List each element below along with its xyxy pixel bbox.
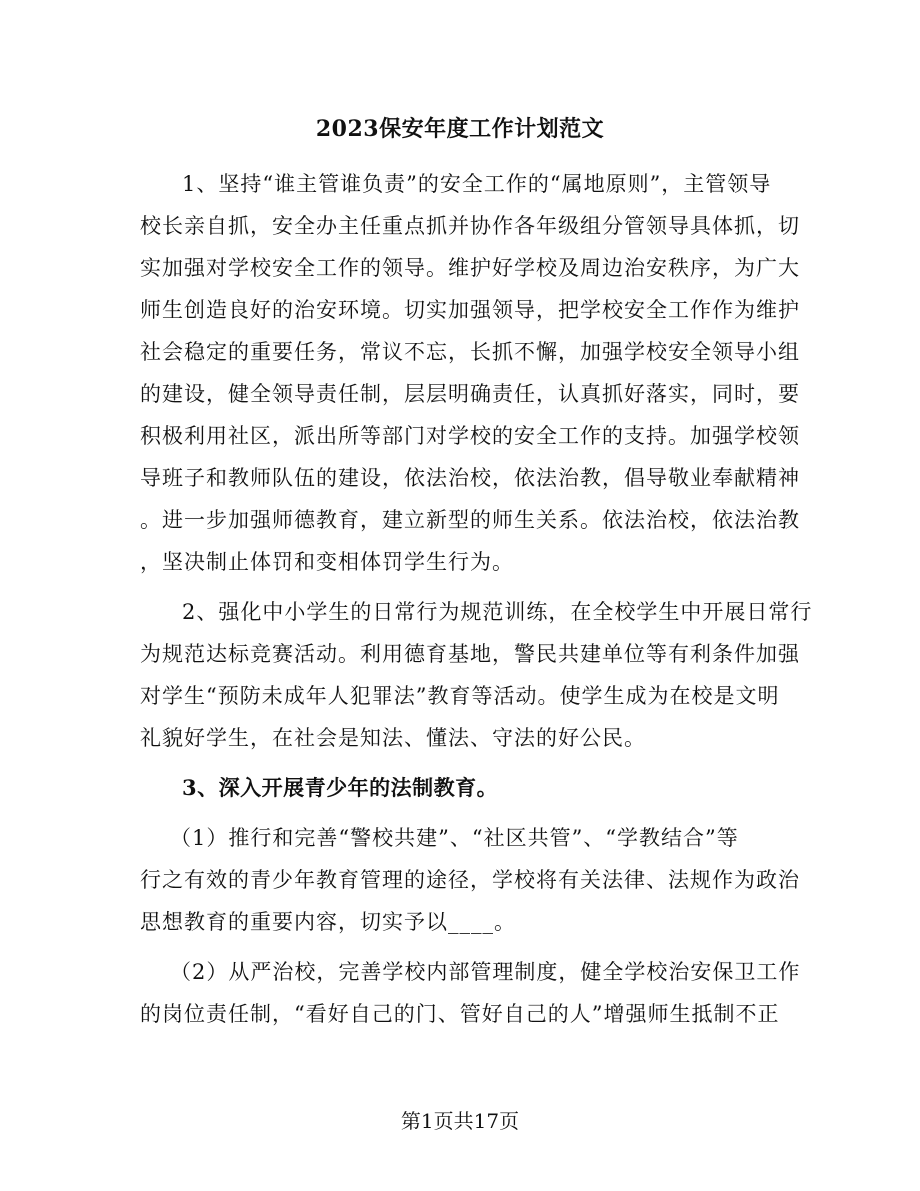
paragraph-line: 为规范达标竞赛活动。利用德育基地，警民共建单位等有利条件加强 <box>140 642 800 666</box>
section-heading-3 <box>140 767 780 809</box>
paragraph-line: 实加强对学校安全工作的领导。维护好学校及周边治安秩序，为广大 <box>140 256 800 280</box>
paragraph-line: 1、坚持“谁主管谁负责”的安全工作的“属地原则”，主管领导 <box>182 172 772 196</box>
page-footer: 第1页共17页 <box>400 1109 520 1133</box>
paragraph-2 <box>140 591 813 759</box>
paragraph-line: 导班子和教师队伍的建设，依法治校，依法治教，倡导敬业奉献精神 <box>140 466 800 490</box>
paragraph-line: 的岗位责任制，“看好自己的门、管好自己的人”增强师生抵制不正 <box>140 1002 780 1026</box>
paragraph-line: 3、深入开展青少年的法制教育。 <box>182 775 499 800</box>
paragraph-line: 2、强化中小学生的日常行为规范训练，在全校学生中开展日常行 <box>182 600 813 624</box>
paragraph-line: 积极利用社区，派出所等部门对学校的安全工作的支持。加强学校领 <box>140 424 800 448</box>
paragraph-line: 行之有效的青少年教育管理的途径，学校将有关法律、法规作为政治 <box>140 868 800 892</box>
paragraph-5 <box>140 951 801 1035</box>
document-title: 2023保安年度工作计划范文 <box>315 116 605 142</box>
paragraph-1 <box>140 163 800 583</box>
paragraph-4 <box>140 817 800 943</box>
paragraph-line: 社会稳定的重要任务，常议不忘，长抓不懈，加强学校安全领导小组 <box>140 340 800 364</box>
paragraph-line: （1）推行和完善“警校共建”、“社区共管”、“学教结合”等 <box>170 826 739 850</box>
paragraph-line: ，坚决制止体罚和变相体罚学生行为。 <box>140 550 514 574</box>
paragraph-line: 校长亲自抓，安全办主任重点抓并协作各年级组分管领导具体抓，切 <box>140 214 800 238</box>
paragraph-line: （2）从严治校，完善学校内部管理制度，健全学校治安保卫工作 <box>170 960 801 984</box>
paragraph-line: 师生创造良好的治安环境。切实加强领导，把学校安全工作作为维护 <box>140 298 800 322</box>
paragraph-line: 思想教育的重要内容，切实予以____。 <box>140 910 516 934</box>
paragraph-line: 的建设，健全领导责任制，层层明确责任，认真抓好落实，同时，要 <box>140 382 800 406</box>
paragraph-line: 对学生“预防未成年人犯罪法”教育等活动。使学生成为在校是文明 <box>140 684 780 708</box>
paragraph-line: 。进一步加强师德教育，建立新型的师生关系。依法治校，依法治教 <box>140 508 800 532</box>
paragraph-line: 礼貌好学生，在社会是知法、懂法、守法的好公民。 <box>140 726 646 750</box>
document-body <box>140 163 813 1035</box>
